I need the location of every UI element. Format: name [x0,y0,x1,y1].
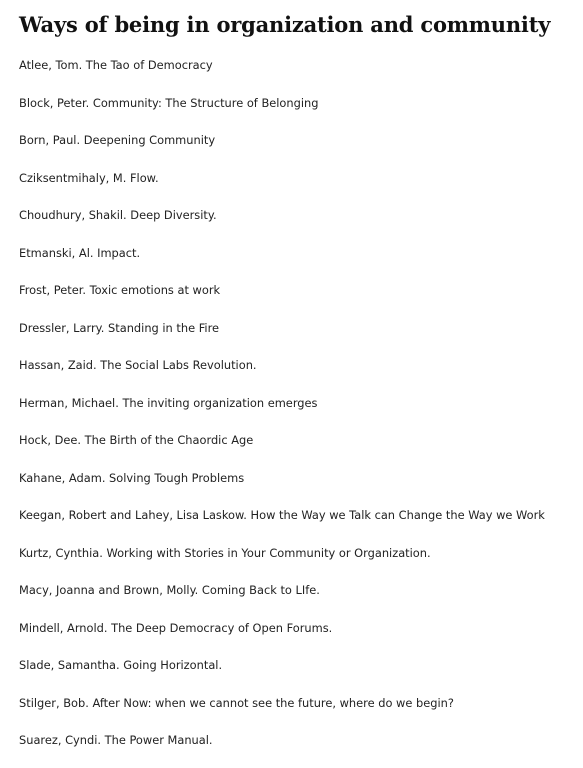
book-entry: Kurtz, Cynthia. Working with Stories in Your Community or Organization. [19,545,431,560]
book-entry: Kahane, Adam. Solving Tough Problems [19,470,245,485]
book-list [19,55,574,768]
book-entry: Stilger, Bob. After Now: when we cannot see the future, where do we begin? [19,695,454,710]
book-entry: Atlee, Tom. The Tao of Democracy [19,58,213,72]
book-entry: Mindell, Arnold. The Deep Democracy of Open Forums. [19,620,333,635]
book-entry: Block, Peter. Community: The Structure of Belonging [19,95,319,110]
page-title: Ways of being in organization and community [19,12,551,37]
book-entry: Frost, Peter. Toxic emotions at work [19,283,221,297]
book-entry: Herman, Michael. The inviting organization emerges [19,395,318,410]
book-entry: Etmanski, Al. Impact. [19,245,141,260]
book-entry: Macy, Joanna and Brown, Molly. Coming Back to LIfe. [19,583,320,597]
book-entry: Hassan, Zaid. The Social Labs Revolution. [19,358,257,372]
book-entry: Choudhury, Shakil. Deep Diversity. [19,208,217,222]
book-entry: Keegan, Robert and Lahey, Lisa Laskow. How the Way we Talk can Change the Way we Work [19,508,545,522]
book-entry: Cziksentmihaly, M. Flow. [19,170,159,185]
book-entry: Hock, Dee. The Birth of the Chaordic Age [19,433,254,447]
book-entry: Suarez, Cyndi. The Power Manual. [19,733,213,747]
book-entry: Dressler, Larry. Standing in the Fire [19,320,220,335]
book-entry: Born, Paul. Deepening Community [19,133,216,147]
book-entry: Slade, Samantha. Going Horizontal. [19,658,223,672]
